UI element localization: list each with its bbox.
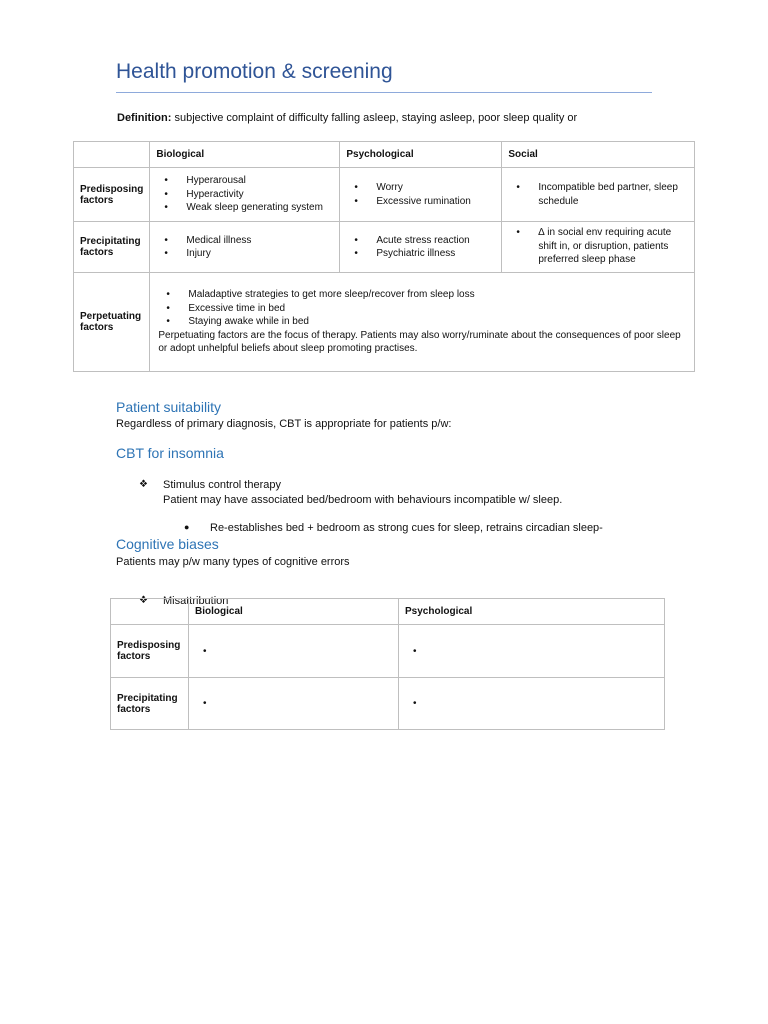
table-header-row (74, 142, 695, 168)
heading-cognitive-biases: Cognitive biases (116, 536, 219, 552)
cell-social (502, 168, 695, 222)
heading-cbt-insomnia: CBT for insomnia (116, 445, 224, 461)
header-empty (111, 599, 189, 625)
cell-social (502, 222, 695, 273)
list-item: • Staying awake while in bed (158, 315, 688, 329)
page-title: Health promotion & screening (116, 60, 393, 83)
patient-suitability-text: Regardless of primary diagnosis, CBT is appropriate for patients p/w: (116, 418, 452, 430)
title-underline (116, 92, 652, 93)
list-item: • Worry (346, 181, 495, 195)
cell-psychological (340, 222, 502, 273)
cbt-subitem: ● Re-establishes bed + bedroom as strong cues for sleep, retrains circadian sleep- (184, 522, 768, 534)
cognitive-text: Patients may p/w many types of cognitive errors (116, 556, 350, 568)
cell-biological (150, 222, 340, 273)
list-item: • ∆ in social env requiring acute shift in, or disruption, patients preferred sleep phase (508, 226, 688, 267)
row-label-perpetuating: Perpetuating factors (74, 273, 150, 372)
header-empty (74, 142, 150, 168)
list-item: • Excessive time in bed (158, 302, 688, 316)
table-row (74, 273, 695, 372)
cbt-detail: Patient may have associated bed/bedroom with behaviours incompatible w/ sleep. (163, 494, 563, 506)
cognitive-item: ❖ Misattribution (139, 595, 768, 607)
cell-biological (189, 678, 399, 730)
cell-biological (189, 625, 399, 678)
definition-label: Definition: (117, 112, 172, 124)
factors-table (73, 141, 695, 372)
header-psychological: Psychological (399, 599, 665, 625)
cell-psychological (399, 678, 665, 730)
header-social: Social (502, 142, 695, 168)
list-item: • Weak sleep generating system (156, 201, 333, 215)
table-row (111, 678, 665, 730)
table-row (74, 222, 695, 273)
table-header-row (111, 599, 665, 625)
heading-patient-suitability: Patient suitability (116, 399, 222, 415)
table-row (111, 625, 665, 678)
table-row (74, 168, 695, 222)
cell-perpetuating (150, 273, 695, 372)
list-item: • Incompatible bed partner, sleep schedule (508, 181, 688, 208)
perpetuating-note: Perpetuating factors are the focus of therapy. Patients may also worry/ruminate about the consequences of poor sleep or adopt unhelpful beliefs about sleep promoting practises. (158, 329, 681, 355)
row-label-precipitating: Precipitating factors (111, 678, 189, 730)
list-item: • Acute stress reaction (346, 234, 495, 248)
header-biological: Biological (150, 142, 340, 168)
definition (117, 112, 577, 124)
empty-bullet: • (203, 645, 207, 657)
row-label-predisposing: Predisposing factors (74, 168, 150, 222)
empty-bullet: • (413, 698, 417, 709)
row-label-precipitating: Precipitating factors (74, 222, 150, 273)
cognitive-factors-table (110, 598, 665, 730)
list-item: • Maladaptive strategies to get more sleep/recover from sleep loss (158, 288, 688, 302)
list-item: • Psychiatric illness (346, 247, 495, 261)
list-item: • Hyperactivity (156, 188, 333, 202)
empty-bullet: • (203, 698, 207, 709)
row-label-predisposing: Predisposing factors (111, 625, 189, 678)
empty-bullet: • (413, 645, 417, 657)
cell-psychological (399, 625, 665, 678)
cell-biological (150, 168, 340, 222)
header-biological: Biological (189, 599, 399, 625)
cell-psychological (340, 168, 502, 222)
list-item: • Injury (156, 247, 333, 261)
list-item: • Medical illness (156, 234, 333, 248)
list-item: • Excessive rumination (346, 195, 495, 209)
definition-text: subjective complaint of difficulty falling asleep, staying asleep, poor sleep quality or (174, 112, 578, 124)
header-psychological: Psychological (340, 142, 502, 168)
cbt-item: ❖ Stimulus control therapy (139, 479, 768, 491)
list-item: • Hyperarousal (156, 174, 333, 188)
